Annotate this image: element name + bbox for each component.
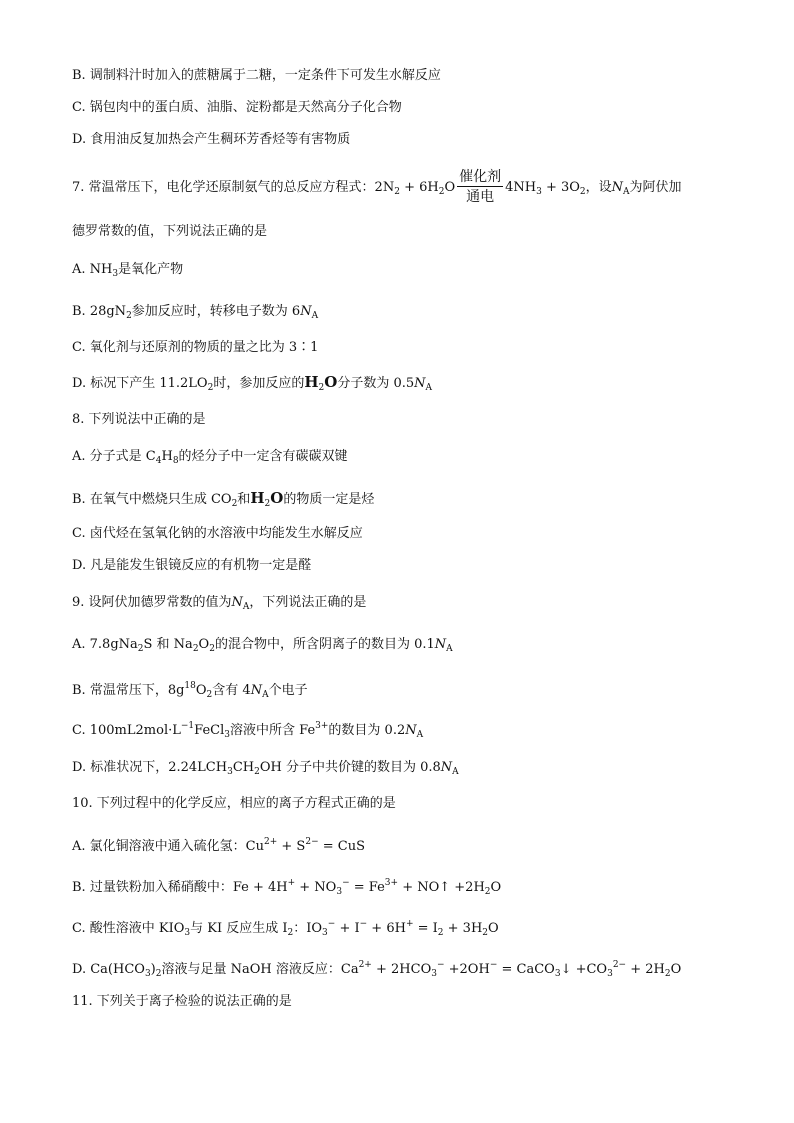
q7-b-mid: 参加反应时，转移电子数为 6 <box>131 304 301 319</box>
q7-stem-suffix2: 为阿伏加 <box>629 180 682 195</box>
h2o-o: O <box>324 373 338 391</box>
q8-option-c: C. 卤代烃在氢氧化钠的水溶液中均能发生水解反应 <box>72 526 363 541</box>
sub: 2 <box>155 969 162 979</box>
sup: 2+ <box>358 960 372 970</box>
q10-d-tail2: + 2H <box>626 962 665 977</box>
sub: 3 <box>336 887 343 897</box>
q8-a-text: A. 分子式是 C <box>72 449 156 464</box>
q10-c-mid4: + 6H <box>367 921 406 936</box>
q8-b-mid: 和 <box>237 492 251 507</box>
sub: A <box>416 730 424 740</box>
q10-d-mid5: = CaCO <box>497 962 555 977</box>
q9-a-mid: S 和 Na <box>143 637 193 652</box>
q7-a-tail: 是氧化产物 <box>118 262 184 277</box>
sub: 2 <box>394 187 400 197</box>
q8-option-b <box>72 488 374 514</box>
q10-d-tail: ↓ +CO <box>560 962 608 977</box>
q7-stem-suffix: ，设 <box>585 180 612 195</box>
q7-option-d <box>72 372 432 398</box>
sub: 2 <box>438 187 445 197</box>
h2o-h: H <box>304 373 319 391</box>
sub: 3 <box>322 928 328 938</box>
sup: + <box>287 878 296 888</box>
q9-a-tail: 的混合物中，所含阴离子的数目为 0.1 <box>214 637 435 652</box>
sup: 2− <box>612 960 627 970</box>
q10-c-mid2: ：IO <box>293 921 323 936</box>
q10-a-tail: = CuS <box>318 839 366 854</box>
q9-d-mid2: OH 分子中共价键的数目为 0.8 <box>259 760 441 775</box>
sub: A <box>242 602 250 612</box>
q9-a-mid2: O <box>198 637 210 652</box>
q9-a-text: A. 7.8gNa <box>72 637 138 652</box>
sup: 2+ <box>263 837 278 847</box>
q7-stem <box>72 168 682 207</box>
sup: 3+ <box>384 878 399 888</box>
q7-b-text: B. 28gN <box>72 304 127 319</box>
q7-stem-prefix: 7. 常温常压下，电化学还原制氨气的总反应方程式： <box>72 180 375 195</box>
sub: 2 <box>484 887 491 897</box>
q10-stem: 10. 下列过程中的化学反应，相应的离子方程式正确的是 <box>72 796 396 811</box>
q7-eq-arrow <box>457 168 503 207</box>
na-symbol: N <box>405 723 417 738</box>
sub: 3 <box>144 969 151 979</box>
q7-eq-h2o-o: O <box>444 180 456 195</box>
h2o-h: H <box>250 489 265 507</box>
na-symbol: N <box>434 637 447 652</box>
q10-d-tail3: O <box>670 962 682 977</box>
sub: A <box>262 690 269 700</box>
q10-option-c <box>72 914 499 943</box>
sup: 18 <box>184 681 196 691</box>
sub: 8 <box>172 456 179 466</box>
q8-b-tail: 的物质一定是烃 <box>283 492 375 507</box>
q8-option-d: D. 凡是能发生银镜反应的有机物一定是醛 <box>72 558 312 573</box>
q10-b-tail2: O <box>490 880 502 895</box>
q10-c-mid3: + I <box>335 921 360 936</box>
q7-d-mid: 时，参加反应的 <box>213 376 305 391</box>
q9-option-a <box>72 635 453 659</box>
sub: 2 <box>318 383 325 393</box>
sub: 3 <box>224 730 230 740</box>
q6-option-c: C. 锅包肉中的蛋白质、油脂、淀粉都是天然高分子化合物 <box>72 100 402 115</box>
q7-a-text: A. NH <box>72 262 113 277</box>
q7-option-c: C. 氧化剂与还原剂的物质的量之比为 3∶1 <box>72 340 319 355</box>
sub: 3 <box>536 187 542 197</box>
q9-c-tail: 的数目为 0.2 <box>328 723 406 738</box>
sub: 3 <box>227 767 233 777</box>
sub: 2 <box>207 383 214 393</box>
q9-d-mid: CH <box>232 760 255 775</box>
q9-d-text: D. 标准状况下，2.24LCH <box>72 760 228 775</box>
q7-eq-h2o-h: + 6H <box>399 180 439 195</box>
q7-eq-catalyst: 催化剂 <box>459 169 502 185</box>
q9-option-b <box>72 676 308 705</box>
sub: 3 <box>112 269 119 279</box>
na-symbol: N <box>611 180 624 195</box>
sub: 3 <box>431 969 437 979</box>
sub: A <box>623 187 630 197</box>
q9-b-tail2: 个电子 <box>268 683 308 698</box>
sub: 2 <box>137 644 144 654</box>
q8-stem: 8. 下列说法中正确的是 <box>72 412 206 427</box>
sub: A <box>446 644 453 654</box>
sub: 2 <box>192 644 199 654</box>
q8-option-a: A. 分子式是 $C_4H_8$的烃分子中一定含有碳碳双键 <box>72 449 348 466</box>
sup: + <box>405 919 414 929</box>
sub: 2 <box>482 928 489 938</box>
q10-option-a <box>72 832 365 857</box>
q10-option-d <box>72 955 681 984</box>
sub: 2 <box>287 928 294 938</box>
q9-stem <box>72 593 366 617</box>
q7-option-b <box>72 302 318 326</box>
sub: 2 <box>264 499 271 509</box>
q9-stem-text: 9. 设阿伏加德罗常数的值为 <box>72 595 232 610</box>
sub: 3 <box>554 969 561 979</box>
na-symbol: N <box>250 683 263 698</box>
q9-b-tail: 含有 4 <box>212 683 251 698</box>
q6-option-b: B. 调制料汁时加入的蔗糖属于二糖，一定条件下可发生水解反应 <box>72 68 441 83</box>
q9-option-c <box>72 716 423 745</box>
sub: 2 <box>254 767 260 777</box>
q7-eq-o2: + 3O <box>541 180 580 195</box>
sub: 2 <box>231 499 238 509</box>
sub: 3 <box>607 969 613 979</box>
q10-c-mid: 与 KI 反应生成 I <box>190 921 288 936</box>
q8-a-tail: 的烃分子中一定含有碳碳双键 <box>178 449 348 464</box>
sub: 2 <box>664 969 671 979</box>
sup: − <box>327 919 336 929</box>
q9-c-text: C. 100mL2mol·L <box>72 723 181 738</box>
q9-stem-tail: ，下列说法正确的是 <box>249 595 367 610</box>
sub: A <box>425 383 433 393</box>
q9-c-mid: FeCl <box>194 723 225 738</box>
sup: 3+ <box>315 721 329 731</box>
sub: 2 <box>126 311 132 321</box>
q7-eq-n2: 2N <box>374 180 395 195</box>
q10-d-mid3: + 2HCO <box>371 962 432 977</box>
q10-c-tail: = I <box>413 921 438 936</box>
q10-d-text: D. Ca(HCO <box>72 962 145 977</box>
q10-b-mid: + NO <box>295 880 337 895</box>
q10-a-mid: + S <box>277 839 306 854</box>
q7-d-text: D. 标况下产生 11.2LO <box>72 376 208 391</box>
na-symbol: N <box>414 376 426 391</box>
sub: A <box>452 767 459 777</box>
sub: A <box>311 311 319 321</box>
q10-d-mid: ) <box>150 962 156 977</box>
sub: 4 <box>155 456 162 466</box>
q10-b-text: B. 过量铁粉加入稀硝酸中：Fe + 4H <box>72 880 288 895</box>
q9-b-text: B. 常温常压下，8g <box>72 683 185 698</box>
na-symbol: N <box>231 595 243 610</box>
q8-b-text: B. 在氧气中燃烧只生成 CO <box>72 492 232 507</box>
q11-stem: 11. 下列关于离子检验的说法正确的是 <box>72 994 292 1009</box>
q7-eq-electricity: 通电 <box>466 189 495 205</box>
q6-option-d: D. 食用油反复加热会产生稠环芳香烃等有害物质 <box>72 132 351 147</box>
na-symbol: N <box>440 760 453 775</box>
sup: 2− <box>305 837 319 847</box>
sup: −1 <box>180 721 195 731</box>
sup: − <box>489 960 498 970</box>
sup: − <box>436 960 445 970</box>
q10-d-mid2: 溶液与足量 NaOH 溶液反应：Ca <box>161 962 359 977</box>
q7-d-mid2: 分子数为 0.5 <box>337 376 415 391</box>
q10-c-tail2: + 3H <box>443 921 483 936</box>
q10-b-tail: + NO↑ +2H <box>398 880 485 895</box>
q10-c-text: C. 酸性溶液中 KIO <box>72 921 185 936</box>
na-symbol: N <box>300 304 312 319</box>
q10-d-mid4: +2OH <box>444 962 490 977</box>
q10-a-text: A. 氯化铜溶液中通入硫化氢：Cu <box>72 839 264 854</box>
q7-option-a <box>72 260 183 284</box>
q7-stem-line2: 德罗常数的值，下列说法正确的是 <box>72 224 268 239</box>
sub: 2 <box>579 187 586 197</box>
sub: 2 <box>206 690 213 700</box>
q9-option-d <box>72 758 459 782</box>
sub: 2 <box>209 644 215 654</box>
q9-b-mid: O <box>195 683 207 698</box>
q7-eq-nh3: 4NH <box>505 180 537 195</box>
sup: − <box>342 878 350 888</box>
q10-b-mid2: = Fe <box>349 880 385 895</box>
h2o-o: O <box>270 489 284 507</box>
sup: − <box>359 919 368 929</box>
sub: 3 <box>184 928 191 938</box>
sub: 2 <box>437 928 444 938</box>
q10-c-tail3: O <box>488 921 499 936</box>
q9-c-mid2: 溶液中所含 Fe <box>230 723 316 738</box>
q10-option-b <box>72 873 501 902</box>
